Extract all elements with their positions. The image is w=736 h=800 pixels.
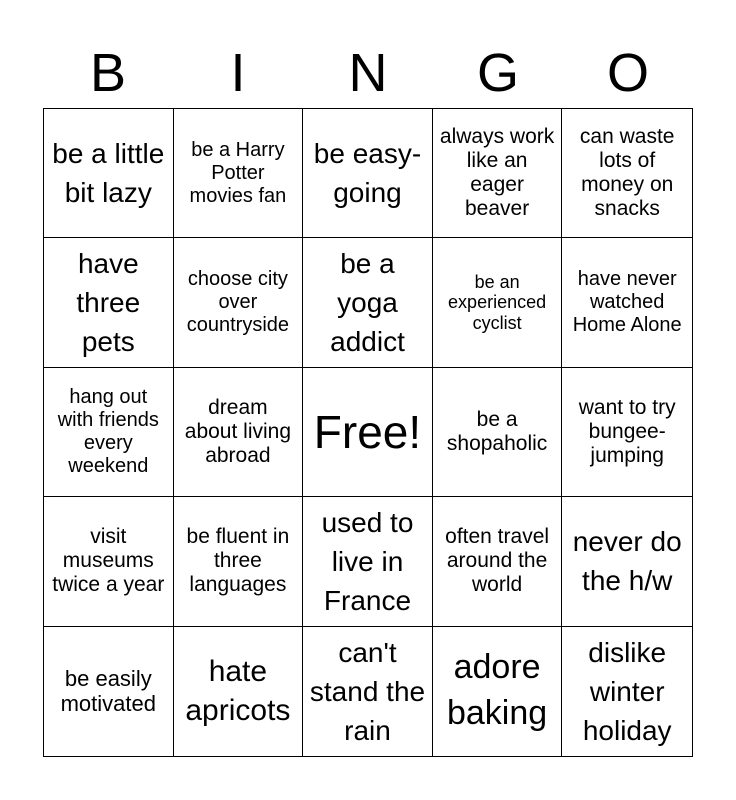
bingo-cell[interactable]: never do the h/w xyxy=(562,497,692,626)
bingo-cell[interactable]: be easy-going xyxy=(303,109,433,238)
bingo-cell[interactable]: always work like an eager beaver xyxy=(433,109,563,238)
bingo-cell[interactable]: be a shopaholic xyxy=(433,368,563,497)
bingo-cell[interactable]: used to live in France xyxy=(303,497,433,626)
bingo-cell[interactable]: be a yoga addict xyxy=(303,238,433,367)
header-letter-o: O xyxy=(606,43,649,103)
bingo-cell[interactable]: want to try bungee-jumping xyxy=(562,368,692,497)
bingo-cell[interactable]: often travel around the world xyxy=(433,497,563,626)
bingo-cell[interactable]: have never watched Home Alone xyxy=(562,238,692,367)
bingo-cell[interactable]: hate apricots xyxy=(174,627,304,756)
header-letter-i: I xyxy=(230,43,246,103)
bingo-header xyxy=(43,38,693,108)
bingo-cell[interactable]: can't stand the rain xyxy=(303,627,433,756)
header-letter-g: G xyxy=(476,43,519,103)
bingo-board xyxy=(43,108,693,757)
bingo-cell[interactable]: visit museums twice a year xyxy=(44,497,174,626)
free-space-cell[interactable]: Free! xyxy=(303,368,433,497)
bingo-cell[interactable]: dream about living abroad xyxy=(174,368,304,497)
bingo-cell[interactable]: be easily motivated xyxy=(44,627,174,756)
bingo-cell[interactable]: be a little bit lazy xyxy=(44,109,174,238)
header-letter-n: N xyxy=(348,43,388,103)
bingo-cell[interactable]: have three pets xyxy=(44,238,174,367)
bingo-cell[interactable]: be a Harry Potter movies fan xyxy=(174,109,304,238)
bingo-cell[interactable]: be fluent in three languages xyxy=(174,497,304,626)
bingo-cell[interactable]: hang out with friends every weekend xyxy=(44,368,174,497)
bingo-cell[interactable]: can waste lots of money on snacks xyxy=(562,109,692,238)
header-letter-b: B xyxy=(89,43,127,103)
bingo-cell[interactable]: dislike winter holiday xyxy=(582,636,672,746)
bingo-cell[interactable]: be an experienced cyclist xyxy=(433,238,563,367)
bingo-cell[interactable]: adore baking xyxy=(433,627,563,756)
bingo-cell[interactable]: choose city over countryside xyxy=(174,238,304,367)
